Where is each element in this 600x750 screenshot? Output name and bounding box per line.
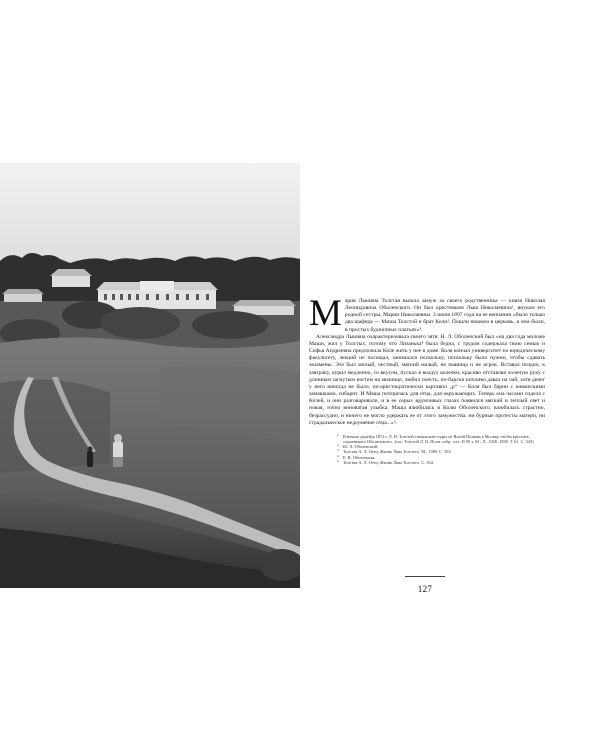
footnote: 1 В начале декабря 1872 г. Л. Н. Толстой специально ездил из Ясной Поляны в Москву, чтобы крестить «маленького Оболенского». (см.: Толстой Л. Н. Полн. собр. соч.: В 90 т. М.; Л., 1928–1958. Т. 61. С. 343). [337,432,535,445]
folio-rule [405,576,445,577]
paragraph-1-text: ария Львовна Толстая вышла замуж за своего родственника — князя Николая Леонидовича Оболенского. Он был крестником Льва Николаевича¹, внуком его родной сестры, Марии Николаевны. 2 июня 1897 года на ее венчании «было только два шафера — Миша Толстой и брат Коли². Пошли пешком в церковь, в чем были, в простых будничных платьях»³. [344,298,545,333]
figure-child [87,447,93,468]
first-paragraph [309,293,545,334]
footnote: 2 Ю. Л. Оболенский. [337,443,379,450]
footnotes [309,434,545,465]
figure-woman [113,434,123,467]
page-number-block [395,576,455,597]
footnote: 3 Толстая А. Л. Отец. Жизнь Льва Толстого. М., 1989. С. 354. [337,448,452,455]
drop-cap: М [309,293,342,334]
page-number: 127 [417,584,433,594]
footnote: 5 Толстая А. Л. Отец. Жизнь Льва Толстого. С. 354. [337,458,434,465]
text-column [309,293,545,465]
landscape-photo [0,163,300,588]
footnote: 4 Е. В. Оболенская. [337,453,376,460]
manor-house [96,281,218,309]
paragraph-2: Александра Львовна охарактеризовала своего зятя: Н. Л. Оболенский был «на два года моложе Маши, жил у Толстых, потому что Лизанька⁴ была бедна, с трудом содержала свою семью и Софья Андреевна предложила Коле жить у нее в доме. Коля кончал университет по юридическому факультету, лекций не посещал, занимался поскольку, поскольку было нужно, чтобы сдавать экзамены. Это был милый, честный, мягкий малый, не пьяница и не игрок. Вставал поздно, к завтраку, курил медленно, со вкусом, пускал в воздух колечки, красиво отставляя холеную руку с длинным загнутым ногтем на мизинце, любил поесть, по-барски кичливо давал на чай, хотя денег у него никогда не было, по-аристократически картавил „р“ — Коля был барин с княжескими замашками, сибарит. И Маша потерялась для отца, для окружающих. Теперь она часами сидела с Колей, и они разговаривали, и в ее серых вдумчивых глазах появился мягкий и теплый свет и новая, точно виноватая улыбка. Маша влюбилась в Колю Оболенского, влюбилась страстно, безрассудно, и ничего не могло удержать ее от этого замужества: ни бурные протесты матери, ни страдальческое недоумение отца...»⁵. [309,333,545,426]
